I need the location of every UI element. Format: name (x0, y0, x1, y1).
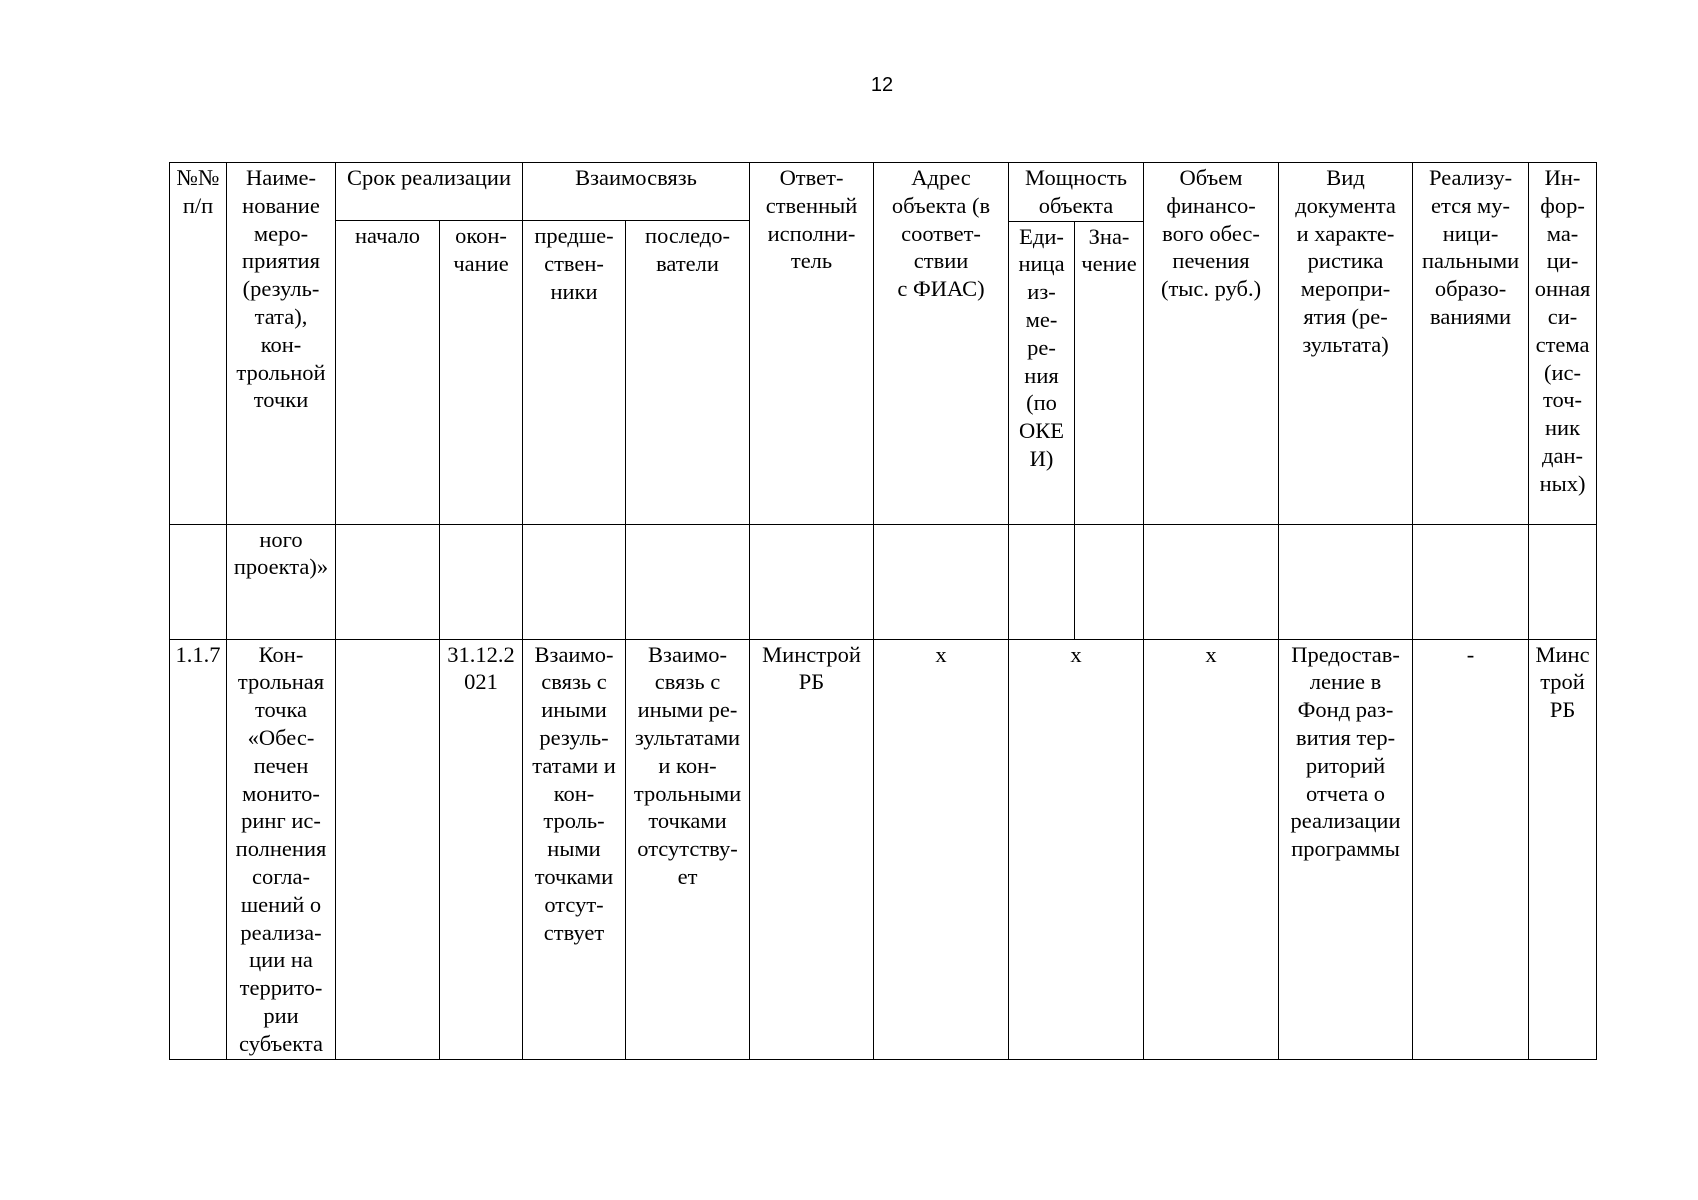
continuation-row (170, 524, 1597, 639)
cell-empty (626, 524, 750, 639)
cell-num: 1.1.7 (170, 639, 227, 1059)
cell-empty (336, 524, 440, 639)
cell-municipal: - (1413, 639, 1529, 1059)
cell-capacity: х (1009, 639, 1144, 1059)
header-capacity-value: Зна- чение (1075, 221, 1144, 524)
measures-table (169, 162, 1597, 1060)
cell-responsible: Минстрой РБ (750, 639, 874, 1059)
cell-empty (1279, 524, 1413, 639)
header-finance: Объем финансо- вого обес- печения (тыс. руб.) (1144, 163, 1279, 525)
header-num: №№ п/п (170, 163, 227, 525)
header-relation: Взаимосвязь (523, 163, 750, 221)
header-doc-type: Вид документа и характе- ристика меропри- ятия (ре- зультата) (1279, 163, 1413, 525)
cell-next: Взаимо- связь с иными ре- зультатами и кон- трольными точками отсутству- ет (626, 639, 750, 1059)
header-capacity: Мощность объекта (1009, 163, 1144, 222)
header-term-end: окон- чание (440, 221, 523, 525)
cell-prev: Взаимо- связь с иными резуль- татами и кон- троль- ными точками отсут- ствует (523, 639, 626, 1059)
cell-name: Кон- трольная точка «Обес- печен монито- ринг ис- полнения согла- шений о реализа- ции на террито- рии субъекта (227, 639, 336, 1059)
page-number: 12 (870, 74, 894, 96)
header-capacity-unit: Еди- ница из- ме- ре- ния (по ОКЕ И) (1009, 221, 1075, 524)
header-responsible: Ответ- ственный исполни- тель (750, 163, 874, 525)
header-term: Срок реализации (336, 163, 523, 221)
table-row (170, 639, 1597, 1059)
cell-name-continuation: ного проекта)» (227, 524, 336, 639)
cell-empty (874, 524, 1009, 639)
cell-empty (1075, 524, 1144, 639)
header-name: Наиме- нование меро- приятия (резуль- тата), кон- трольной точки (227, 163, 336, 525)
cell-empty (1009, 524, 1075, 639)
header-row-1 (170, 163, 1597, 221)
cell-finance: х (1144, 639, 1279, 1059)
header-relation-next: последо- ватели (626, 221, 750, 525)
cell-empty (1529, 524, 1597, 639)
header-term-start: начало (336, 221, 440, 525)
cell-empty (170, 524, 227, 639)
cell-info-system: Минс трой РБ (1529, 639, 1597, 1059)
cell-doc-type: Предостав- ление в Фонд раз- вития тер- риторий отчета о реализации программы (1279, 639, 1413, 1059)
cell-empty (1144, 524, 1279, 639)
header-relation-prev: предше- ствен- ники (523, 221, 626, 525)
cell-start (336, 639, 440, 1059)
header-address: Адрес объекта (в соответ- ствии с ФИАС) (874, 163, 1009, 525)
cell-empty (1413, 524, 1529, 639)
cell-empty (750, 524, 874, 639)
cell-end: 31.12.2 021 (440, 639, 523, 1059)
header-municipal: Реализу- ется му- ници- пальными образо- ваниями (1413, 163, 1529, 525)
cell-address: х (874, 639, 1009, 1059)
cell-empty (523, 524, 626, 639)
cell-empty (440, 524, 523, 639)
header-info-system: Ин- фор- ма- ци- онная си- стема (ис- точ- ник дан- ных) (1529, 163, 1597, 525)
